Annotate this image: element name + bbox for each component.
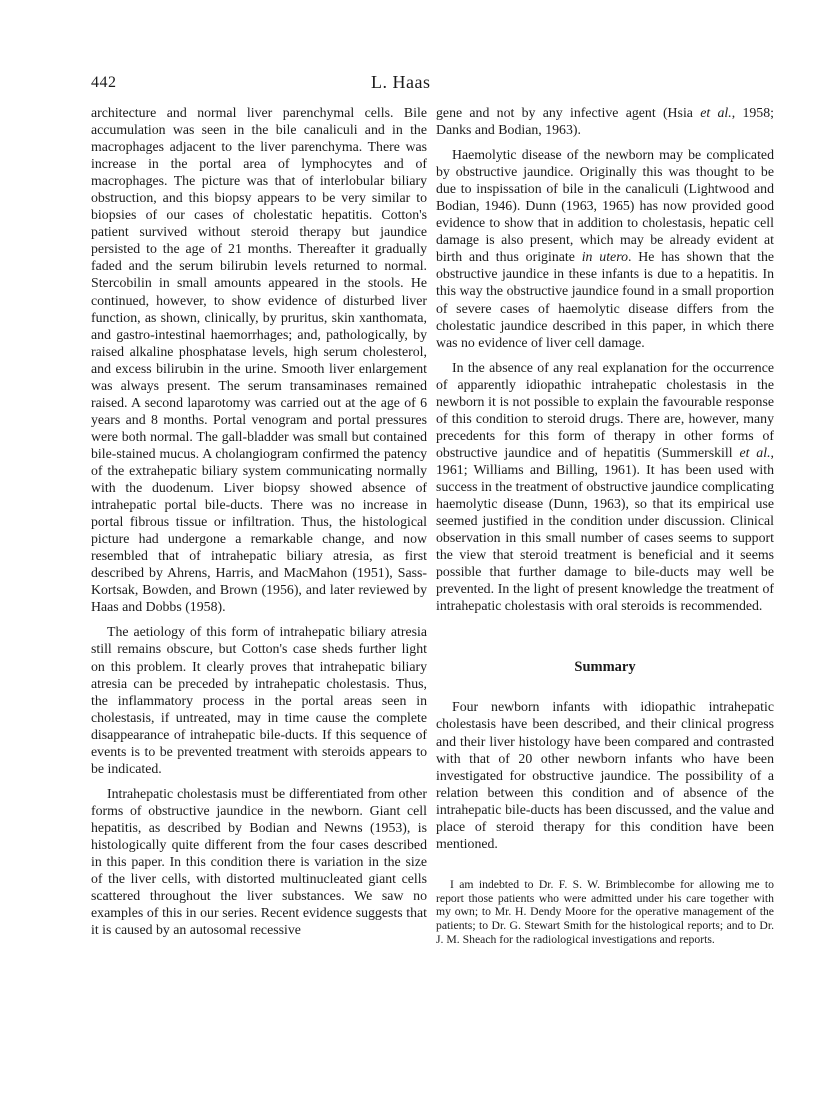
paragraph-aetiology: The aetiology of this form of intrahepatic biliary atresia still remains obscure, but Cotton's case sheds further light on this problem. It clearly proves that intrahepatic biliary atresia can be preceded by intrahepatic cholestasis. Thus, the inflammatory process in the portal areas seen in cholestasis, if untreated, may in time cause the complete disappearance of intrahepatic bile-ducts. If this sequence of events is to be prevented treatment with steroids appears to be indicated. (91, 624, 427, 776)
acknowledgements (436, 878, 774, 947)
page-number: 442 (91, 74, 117, 91)
acknowledgement-paragraph: I am indebted to Dr. F. S. W. Brimblecombe for allowing me to report those patients who were admitted under his care together with my own; to Mr. H. Dendy Moore for the operative management of the patients; to Dr. G. Stewart Smith for the histological reports; and to Dr. J. M. Sheach for the radiological investigations and reports. (436, 877, 774, 947)
paragraph-giant-cell-cause: gene and not by any infective agent (Hsia et al., 1958; Danks and Bodian, 1963). (436, 105, 774, 138)
summary-paragraph: Four newborn infants with idiopathic intrahepatic cholestasis have been described, and their clinical progress and their liver histology have been compared and contrasted with that of 20 other newborn infants who have been investigated for obstructive jaundice. The possibility of a relation between this condition and of absence of the intrahepatic bile-ducts has been discussed, and the value and place of steroid therapy for this condition have been mentioned. (436, 699, 774, 851)
paragraph-case-continuation: architecture and normal liver parenchymal cells. Bile accumulation was seen in the bile canaliculi and in the macrophages adjacent to the liver parenchyma. There was increase in the portal area of lymphocytes and of macrophages. The picture was that of interlobular biliary obstruction, and this biopsy appears to be very similar to biopsies of our cases of cholestatic hepatitis. Cotton's patient survived without steroid therapy but jaundice persisted to the age of 21 months. Thereafter it gradually faded and the serum bilirubin levels returned to normal. Stercobilin in small amounts appeared in the stools. He continued, however, to show evidence of disturbed liver function, as shown, clinically, by pruritus, skin xanthomata, and gastro-intestinal haemorrhages; and, pathologically, by raised alkaline phosphatase levels, high serum cholesterol, and excess bilirubin in the urine. Smooth liver enlargement was always present. The serum transaminases remained raised. A second laparotomy was carried out at the age of 6 years and 8 months. Portal venogram and portal pressures were both normal. The gall-bladder was small but contained bile-stained mucus. A cholangiogram confirmed the patency of the extrahepatic biliary system communicating normally with the duodenum. Liver biopsy showed absence of intrahepatic portal bile-ducts. There was no increase in portal fibrous tissue or infiltration. Thus, the histological picture had undergone a remarkable change, and now resembled that of intrahepatic biliary atresia, as first described by Ahrens, Harris, and MacMahon (1951), Sass-Kortsak, Bowden, and Brown (1956), and later reviewed by Haas and Dobbs (1958). (91, 105, 427, 615)
paragraph-differential-diagnosis: Intrahepatic cholestasis must be differentiated from other forms of obstructive jaundice in the newborn. Giant cell hepatitis, as described by Bodian and Newns (1953), is histologically quite different from the four cases described in this paper. In this condition there is variation in the size of the liver cells, with distorted multinucleated giant cells scattered throughout the liver substances. We saw no examples of this in our series. Recent evidence suggests that it is caused by an autosomal recessive (91, 785, 427, 938)
running-head-author: L. Haas (371, 72, 431, 92)
paragraph-steroid-therapy: In the absence of any real explanation for the occurrence of apparently idiopathic intrahepatic cholestasis in the newborn it is not possible to explain the favourable response of this condition to steroid drugs. There are, however, many precedents for this form of therapy in other forms of obstructive jaundice and of hepatitis (Summerskill et al., 1961; Williams and Billing, 1961). It has been used with success in the treatment of obstructive jaundice complicating haemolytic disease (Dunn, 1963), so that its empirical use seemed justified in the condition under discussion. Clinical observation in this small number of cases seems to support the view that steroid treatment is beneficial and it seems possible that further damage to bile-ducts may well be prevented. In the light of present knowledge the treatment of intrahepatic cholestasis with oral steroids is recommended. (436, 359, 774, 614)
summary-heading: Summary (574, 659, 636, 676)
left-column (91, 104, 427, 938)
paragraph-haemolytic-disease: Haemolytic disease of the newborn may be complicated by obstructive jaundice. Originally this was thought to be due to inspissation of bile in the canaliculi (Lightwood and Bodian, 1946). Dunn (1963, 1965) has now provided good evidence to show that in addition to cholestasis, hepatic cell damage is also present, which may be already evident at birth and thus originate in utero. He has shown that the obstructive jaundice in these infants is due to a hepatitis. In this way the obstructive jaundice found in a small proportion of severe cases of haemolytic disease differs from the cholestatic jaundice described in this paper, in which there was no evidence of liver cell damage. (436, 147, 775, 350)
right-column (436, 104, 774, 947)
